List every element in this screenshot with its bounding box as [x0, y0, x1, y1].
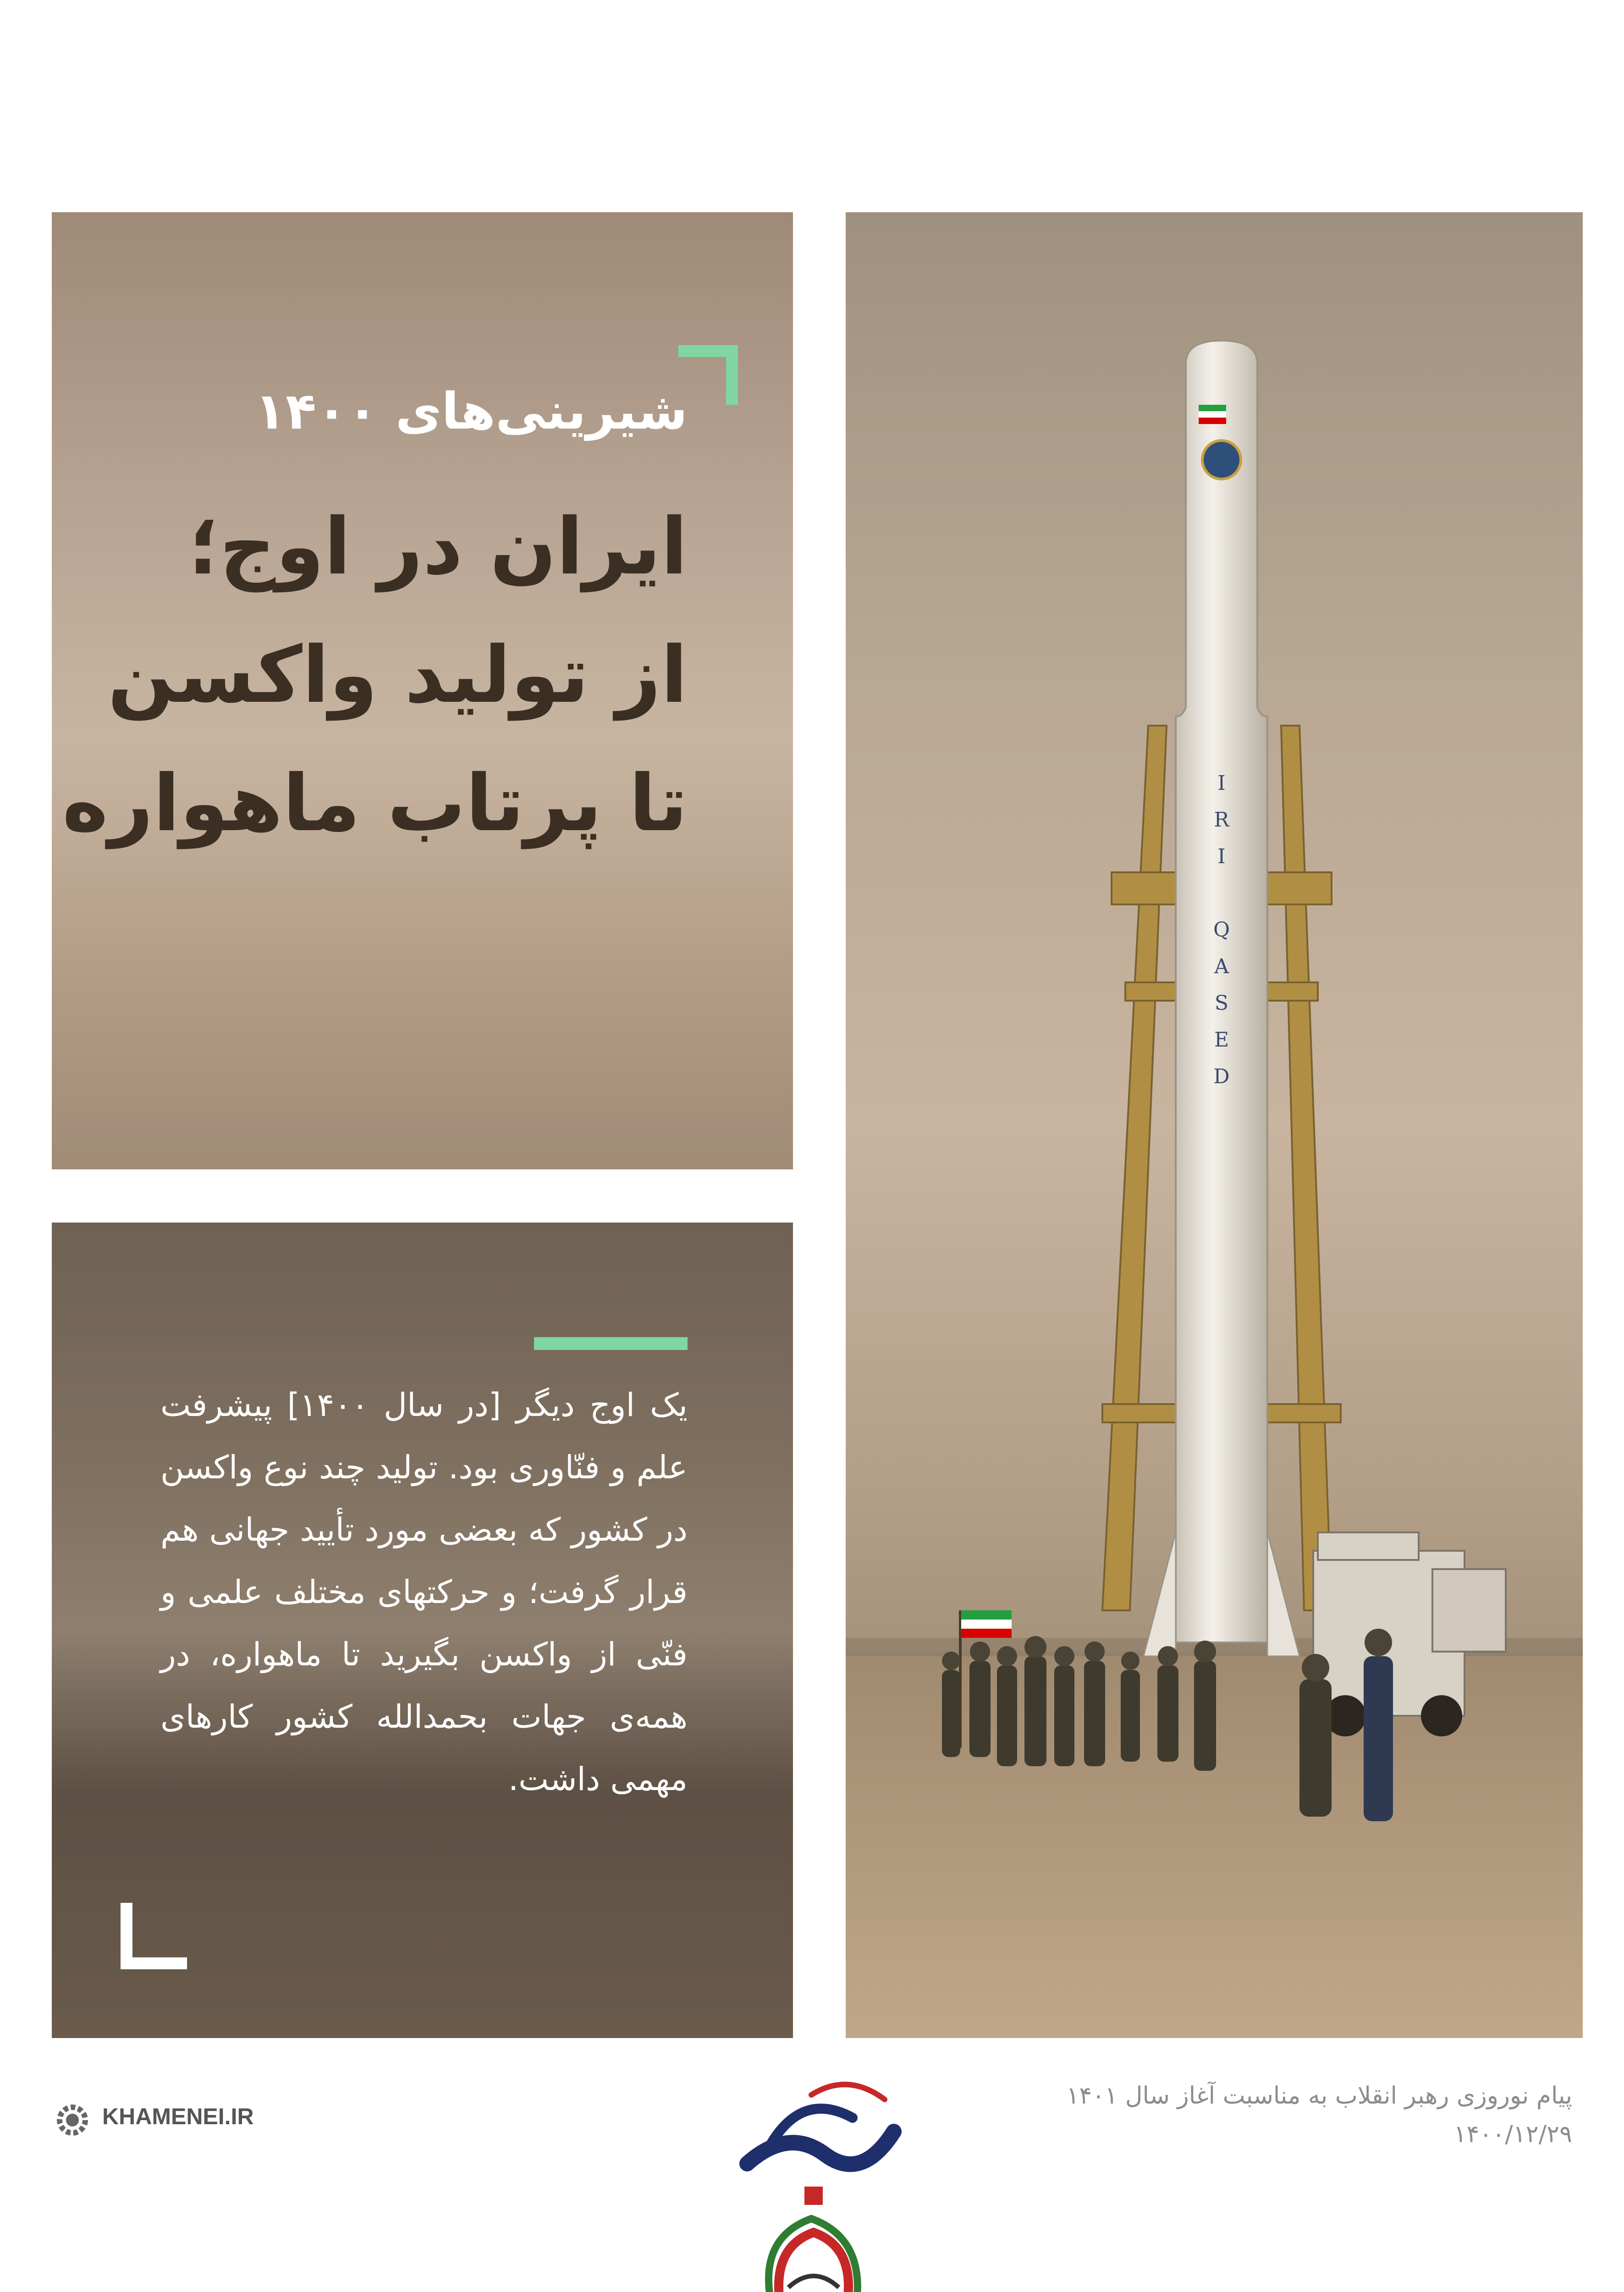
footer-date: ۱۴۰۰/۱۲/۲۹	[1453, 2121, 1572, 2148]
headline-line: ایران در اوج؛	[188, 501, 688, 592]
rocket-letter: Q	[1213, 918, 1230, 942]
rocket-letter: E	[1214, 1028, 1229, 1052]
site-logo	[52, 2095, 308, 2150]
footer-caption-block	[1066, 2077, 1572, 2154]
event-logo	[743, 2182, 885, 2292]
quote-panel	[52, 1223, 793, 2038]
rocket-photo	[846, 212, 1583, 2038]
rocket-letter: D	[1213, 1065, 1230, 1088]
rocket-letter: R	[1214, 808, 1229, 832]
rocket-illustration	[846, 212, 1583, 2038]
gear-logo-icon	[52, 2099, 93, 2141]
headline	[62, 483, 688, 868]
corner-bracket-icon	[121, 1903, 187, 1969]
headline-line: از تولید واکسن	[107, 630, 688, 721]
year-slogan-logo	[733, 2063, 908, 2200]
site-logo-label: KHAMENEI.IR	[102, 2104, 254, 2129]
footer-caption: پیام نوروزی رهبر انقلاب به مناسبت آغاز سال ۱۴۰۱	[1066, 2082, 1572, 2110]
series-subtitle: شیرینی‌های ۱۴۰۰	[254, 382, 688, 441]
rocket-letter: A	[1214, 955, 1229, 978]
rocket-letter: I	[1217, 771, 1226, 795]
rocket-letter: S	[1214, 992, 1229, 1015]
rocket-letter: I	[1217, 845, 1226, 868]
calligraphy-logo-icon	[743, 2182, 885, 2292]
calligraphy-logo-icon	[733, 2063, 908, 2200]
quote-text: یک اوج دیگر [در سال ۱۴۰۰] پیشرفت علم و فنّاوری بود. تولید چند نوع واکسن در کشور که بعضی مورد تأیید جهانی هم قرار گرفت؛ و حرکتهای مختلف علمی و فنّی از واکسن بگیرید تا ماهواره، در همه‌ی جهات بحمدالله کشور کارهای مهمی داشت.	[160, 1386, 688, 1798]
headline-line: تا پرتاب ماهواره	[62, 758, 688, 849]
accent-bar	[534, 1337, 688, 1350]
title-panel	[52, 212, 793, 1169]
